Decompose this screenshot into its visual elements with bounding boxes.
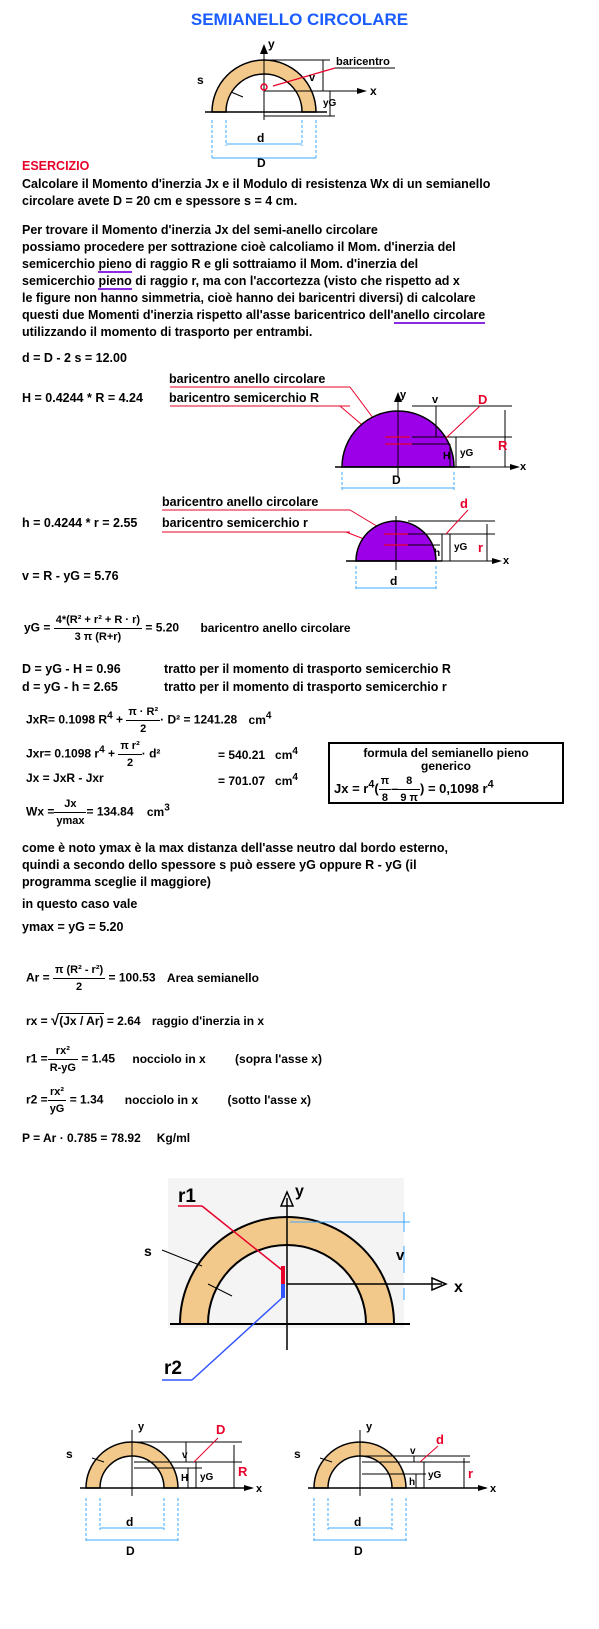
top-section-diagram bbox=[195, 34, 415, 170]
R-D-red-label: D bbox=[478, 392, 488, 407]
d-equation: d = D - 2 s = 12.00 bbox=[22, 351, 127, 365]
r1-formula: r1 = $\frac{\text{rx²}}{R-yG}$ = 1.45 nocciolo in x (sopra l'asse x) bbox=[26, 1045, 322, 1074]
r-d-label: d bbox=[390, 574, 398, 588]
transport-D-note: tratto per il momento di trasporto semicerchio R bbox=[164, 662, 451, 676]
br-d-label: d bbox=[354, 1515, 362, 1529]
esercizio-heading: ESERCIZIO bbox=[22, 159, 90, 173]
r-yG-label: yG bbox=[454, 542, 468, 553]
br-x-label: x bbox=[490, 1483, 497, 1495]
formula-box-equation: $Jx = r^4$( $\frac{\pi}{8}$ – $\frac{8}{9 \pi}$ ) = 0,1098 $r^4$ bbox=[334, 775, 494, 804]
intro-line-7: utilizzando il momento di trasporto per entrambi. bbox=[22, 325, 313, 339]
R-v-label: v bbox=[432, 394, 439, 406]
area-formula: Ar = $\frac{\text{π (R² - r²)}}{2}$ = 100.53 Area semianello bbox=[26, 964, 259, 993]
sqrt-icon: √ bbox=[51, 1012, 60, 1029]
baricentro-label: baricentro bbox=[336, 56, 390, 68]
intro-line-1: Per trovare il Momento d'inerzia Jx del semi-anello circolare bbox=[22, 223, 378, 237]
v-equation: v = R - yG = 5.76 bbox=[22, 569, 119, 583]
ymax-line-4: in questo caso vale bbox=[22, 897, 138, 911]
Jx-value: = 701.07 $cm^4$ bbox=[218, 772, 298, 788]
br-D-label: D bbox=[354, 1544, 363, 1558]
r-label: r bbox=[478, 540, 484, 555]
h-equation: h = 0.4244 * r = 2.55 bbox=[22, 516, 138, 530]
bl-v-label: v bbox=[182, 1450, 188, 1461]
esercizio-line-1: Calcolare il Momento d'inerzia Jx e il Modulo di resistenza Wx di un semianello bbox=[22, 177, 491, 191]
formula-box-title-1: formula del semianello pieno bbox=[363, 746, 529, 760]
rx-formula: rx = √(Jx / Ar) = 2.64 raggio d'inerzia in x bbox=[26, 1012, 265, 1029]
bl-d-label: d bbox=[126, 1515, 134, 1529]
bottom-right-diagram bbox=[290, 1418, 510, 1586]
Jxr-formula: Jxr= 0.1098 $r^4$ + $\frac{\text{π r²}}{2}$ · d² bbox=[26, 740, 161, 769]
weight-equation: P = Ar · 0.785 = 78.92 Kg/ml bbox=[22, 1131, 191, 1145]
intro-line-4: semicerchio pieno di raggio r, ma con l'accortezza (visto che rispetto ad x bbox=[22, 274, 460, 288]
br-yG-label: yG bbox=[428, 1470, 442, 1481]
formula-box bbox=[328, 742, 564, 804]
r2-formula: r2 = $\frac{\text{rx²}}{yG}$ = 1.34 nocciolo in x (sotto l'asse x) bbox=[26, 1086, 311, 1115]
label-baricentro-semicerchio-R: baricentro semicerchio R bbox=[169, 391, 320, 405]
R-D-label: D bbox=[392, 473, 401, 487]
D-label: D bbox=[257, 156, 266, 170]
H-equation: H = 0.4244 * R = 4.24 bbox=[22, 391, 143, 405]
ymax-line-3: programma sceglie il maggiore) bbox=[22, 875, 211, 889]
transport-D: D = yG - H = 0.96 bbox=[22, 662, 121, 676]
big-x-label: x bbox=[454, 1279, 463, 1296]
JxR-formula: JxR= 0.1098 $R^4$ + $\frac{\text{π · R²}}{2}$ · D² = 1241.28 $cm^4$ bbox=[26, 706, 272, 735]
big-r1-label: r1 bbox=[178, 1186, 196, 1207]
big-y-label: y bbox=[295, 1183, 304, 1200]
label-baricentro-anello-R: baricentro anello circolare bbox=[169, 372, 326, 386]
page-title: SEMIANELLO CIRCOLARE bbox=[190, 10, 409, 29]
bl-D-red-label: D bbox=[216, 1422, 226, 1437]
bottom-left-diagram bbox=[62, 1418, 282, 1586]
r-x-label: x bbox=[503, 555, 510, 567]
esercizio-line-2: circolare avete D = 20 cm e spessore s = 4 cm. bbox=[22, 194, 298, 208]
bl-yG-label: yG bbox=[200, 1472, 214, 1483]
semicircle-R-diagram bbox=[150, 366, 530, 494]
v-label: v bbox=[309, 72, 316, 84]
br-v-label: v bbox=[410, 1446, 416, 1457]
Jx-formula: Jx = JxR - Jxr bbox=[26, 771, 104, 785]
yg-label: yG bbox=[323, 98, 337, 109]
s-label: s bbox=[197, 73, 204, 87]
Jxr-value: = 540.21 $cm^4$ bbox=[218, 746, 298, 762]
Wx-formula: Wx = $\frac{Jx}{ymax}$ = 134.84 $cm^3$ bbox=[26, 798, 170, 827]
label-baricentro-anello-r: baricentro anello circolare bbox=[162, 495, 319, 509]
R-yG-label: yG bbox=[460, 448, 474, 459]
ymax-line-2: quindi a secondo dello spessore s può essere yG oppure R - yG (il bbox=[22, 858, 417, 872]
bl-x-label: x bbox=[256, 1483, 263, 1495]
nocciolo-diagram bbox=[140, 1172, 500, 1408]
d-label: d bbox=[257, 131, 265, 145]
bl-y-label: y bbox=[138, 1421, 145, 1433]
bl-D-label: D bbox=[126, 1544, 135, 1558]
r-h-label: h bbox=[434, 548, 441, 559]
formula-box-title-2: generico bbox=[420, 759, 471, 773]
semicircle-r-diagram bbox=[150, 490, 530, 594]
big-v-label: v bbox=[396, 1247, 405, 1264]
yG-formula: yG = $\frac{\text{4*(R² + r² + R · r)}}{3 \pi (R+r)}$ = 5.20 baricentro anello circolare bbox=[24, 614, 351, 643]
br-d-red-label: d bbox=[436, 1432, 444, 1447]
ymax-line-1: come è noto ymax è la max distanza dell'asse neutro dal bordo esterno, bbox=[22, 841, 449, 855]
br-r-label: r bbox=[468, 1466, 474, 1481]
R-H-label: H bbox=[443, 451, 451, 462]
br-h-label: h bbox=[409, 1477, 416, 1488]
R-label: R bbox=[498, 438, 508, 453]
label-baricentro-semicerchio-r: baricentro semicerchio r bbox=[162, 516, 308, 530]
R-x-label: x bbox=[520, 461, 527, 473]
br-y-label: y bbox=[366, 1421, 373, 1433]
bl-R-label: R bbox=[238, 1464, 248, 1479]
intro-line-5: le figure non hanno simmetria, cioè hanno dei baricentri diversi) di calcolare bbox=[22, 291, 476, 305]
bl-H-label: H bbox=[181, 1473, 189, 1484]
bl-s-label: s bbox=[66, 1447, 73, 1461]
big-s-label: s bbox=[144, 1243, 152, 1259]
ymax-value: ymax = yG = 5.20 bbox=[22, 920, 124, 934]
transport-d-note: tratto per il momento di trasporto semicerchio r bbox=[164, 680, 447, 694]
r-d-red-label: d bbox=[460, 496, 468, 511]
intro-line-3: semicerchio pieno di raggio R e gli sottraiamo il Mom. d'inerzia del bbox=[22, 257, 419, 271]
intro-line-6: questi due Momenti d'inerzia rispetto all'asse baricentrico dell'anello circolare bbox=[22, 308, 486, 322]
br-s-label: s bbox=[294, 1447, 301, 1461]
R-y-label: y bbox=[400, 389, 407, 401]
intro-line-2: possiamo procedere per sottrazione cioè calcoliamo il Mom. d'inerzia del bbox=[22, 240, 456, 254]
big-r2-label: r2 bbox=[164, 1358, 182, 1379]
x-axis-label: x bbox=[370, 84, 377, 98]
y-axis-label: y bbox=[268, 37, 275, 51]
transport-d: d = yG - h = 2.65 bbox=[22, 680, 118, 694]
